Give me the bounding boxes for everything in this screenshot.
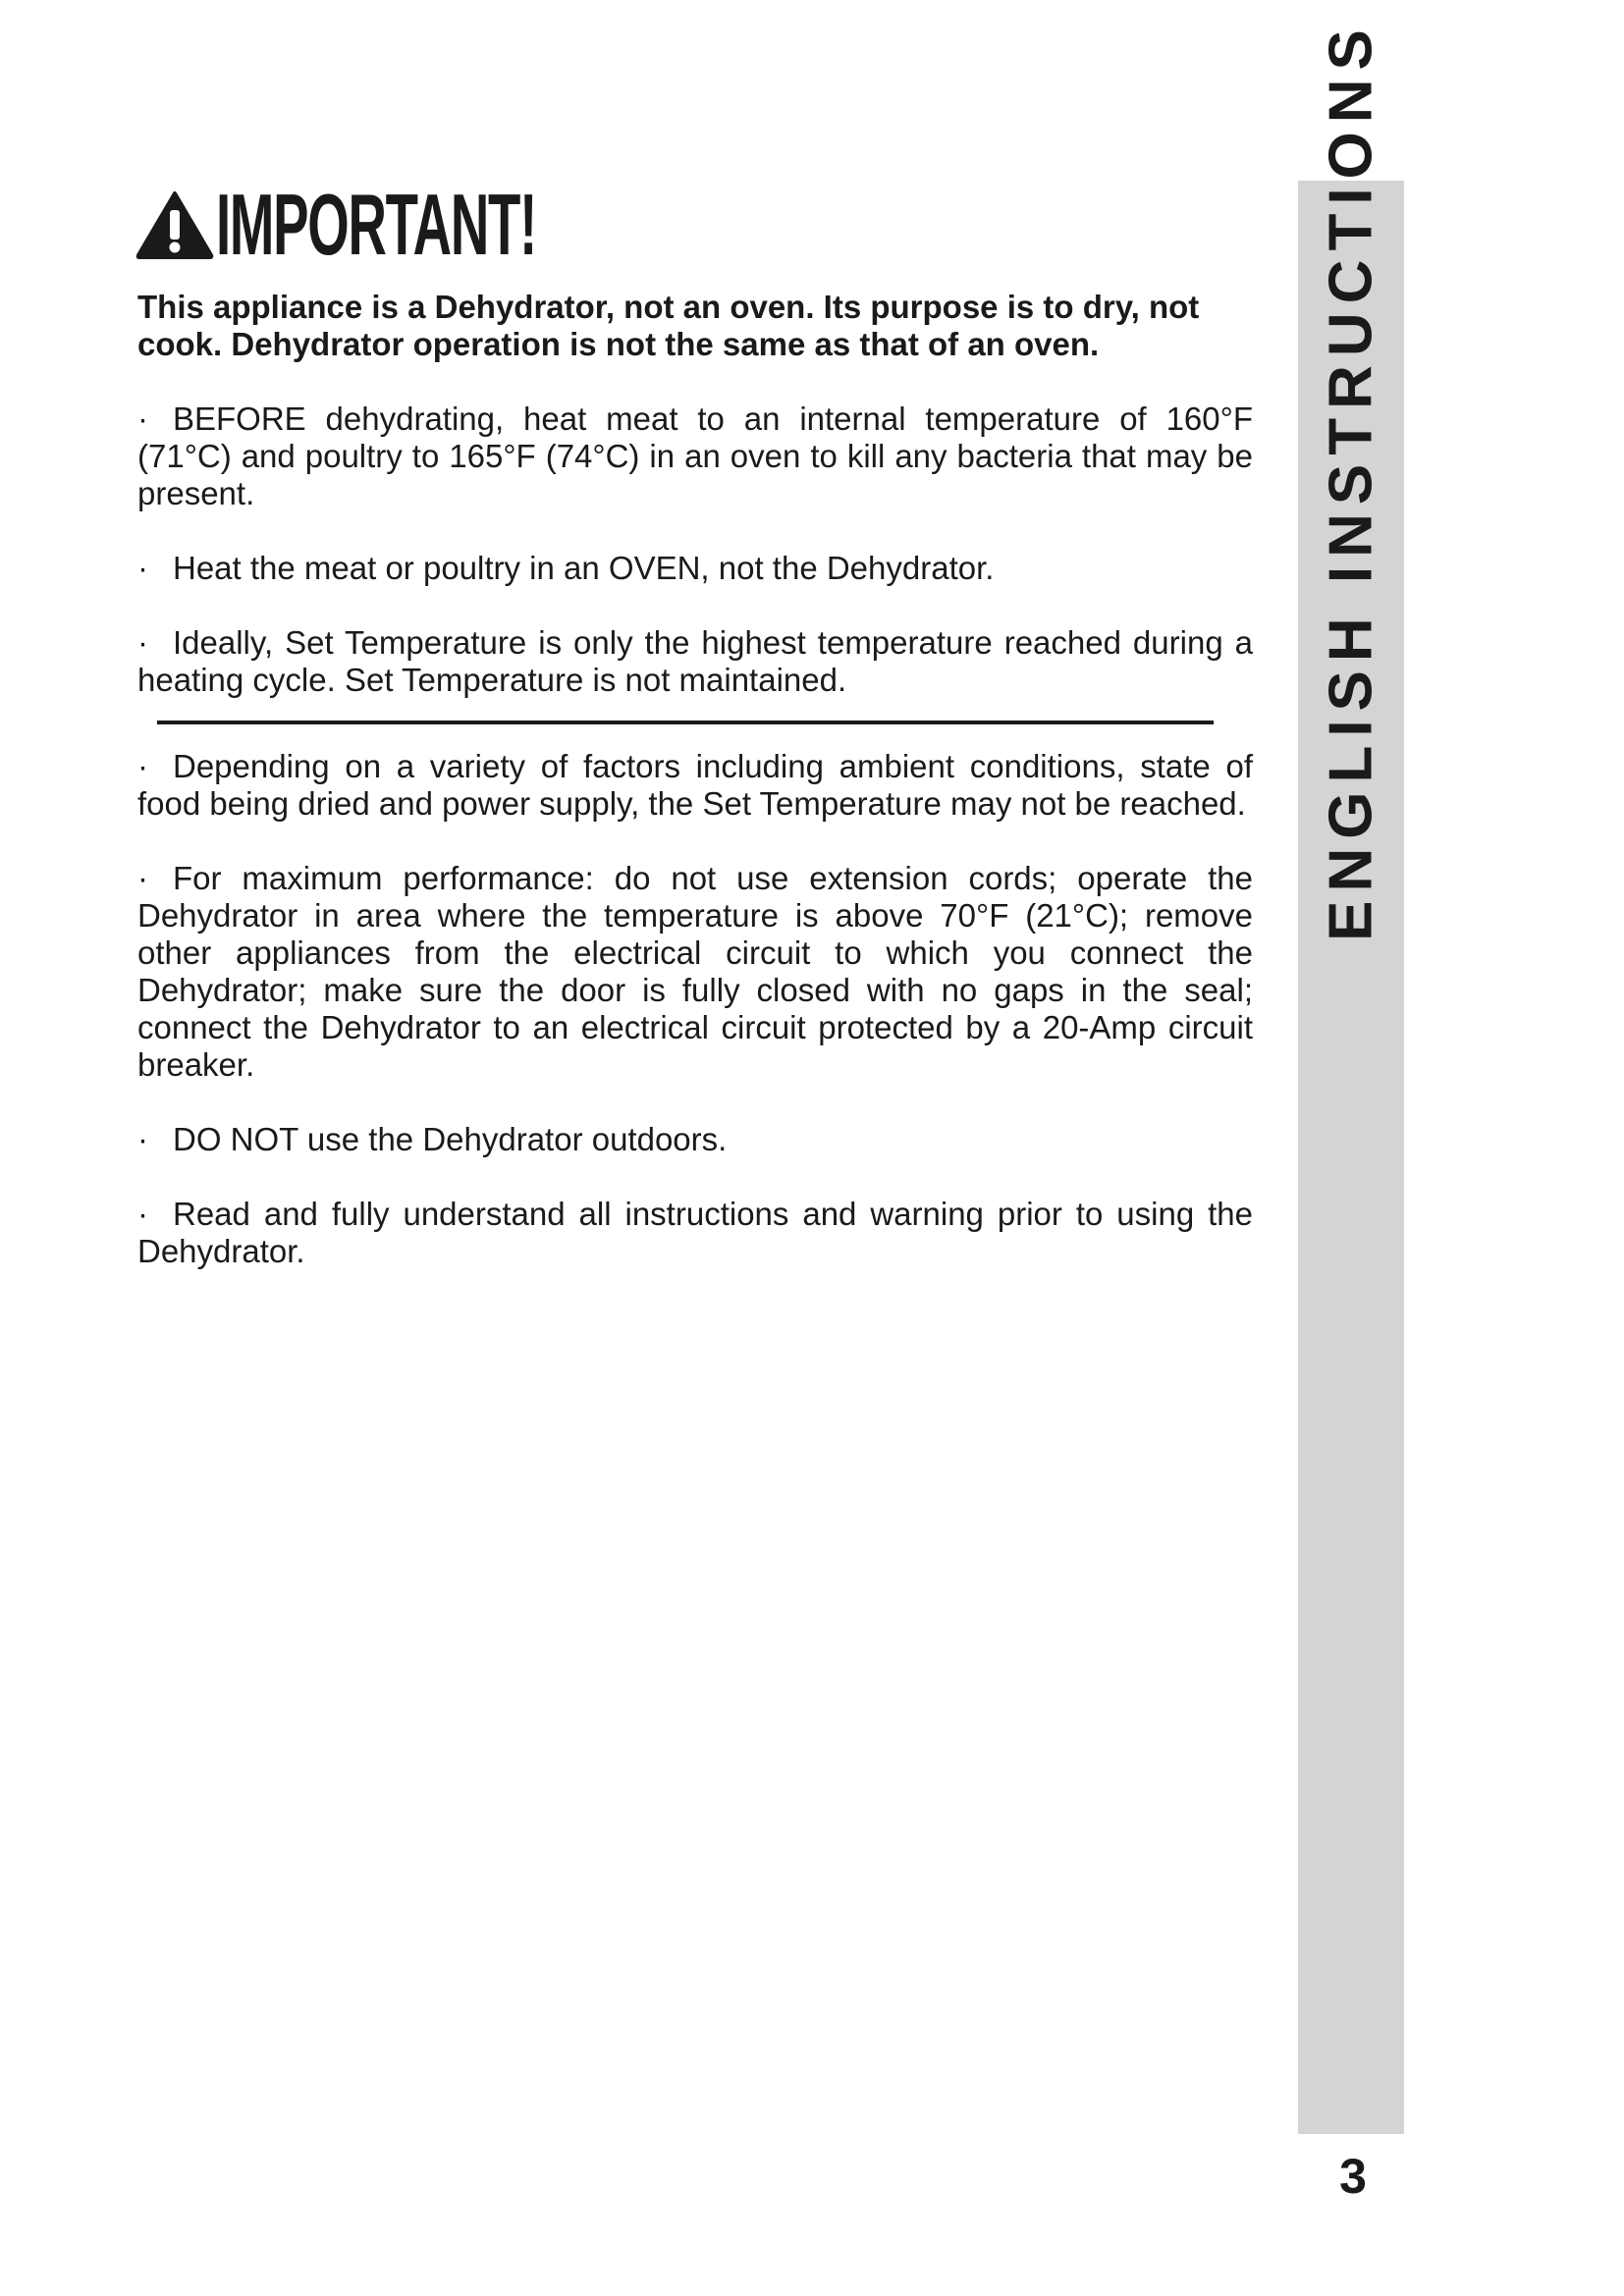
list-item-text: Heat the meat or poultry in an OVEN, not the Dehydrator. — [173, 550, 995, 586]
bullet-marker: · — [137, 860, 148, 896]
side-tab-label: ENGLISH INSTRUCTIONS — [1317, 21, 1385, 941]
list-item — [137, 624, 1253, 699]
list-item-text: DO NOT use the Dehydrator outdoors. — [173, 1121, 728, 1157]
list-item-text: For maximum performance: do not use extension cords; operate the Dehydrator in area where the temperature is above 70°F (21°C); remove other appliances from the electrical circuit to which you connect the Dehydrator; make sure the door is fully closed with no gaps in the seal; connect the Dehydrator to an electrical circuit protected by a 20-Amp circuit breaker. — [137, 860, 1253, 1083]
list-item — [137, 860, 1253, 1084]
list-item — [137, 550, 1253, 587]
bullet-marker: · — [137, 1121, 148, 1157]
warning-triangle-icon — [135, 190, 214, 259]
list-item — [137, 1196, 1253, 1270]
horizontal-divider — [157, 721, 1214, 724]
list-item-text: BEFORE dehydrating, heat meat to an internal temperature of 160°F (71°C) and poultry to 165°F (74°C) in an oven to kill any bacteria that may be present. — [137, 400, 1253, 511]
list-item — [137, 748, 1253, 823]
main-content — [137, 289, 1253, 1270]
list-item-text: Read and fully understand all instructions and warning prior to using the Dehydrator. — [137, 1196, 1253, 1269]
page-title: IMPORTANT! — [216, 176, 537, 273]
list-item — [137, 1121, 1253, 1158]
lead-statement: This appliance is a Dehydrator, not an oven. Its purpose is to dry, not cook. Dehydrator operation is not the same as that of an oven. — [137, 289, 1200, 362]
list-item-text: Ideally, Set Temperature is only the highest temperature reached during a heating cycle. Set Temperature is not maintained. — [137, 624, 1253, 698]
bullet-marker: · — [137, 550, 148, 586]
bullet-marker: · — [137, 748, 148, 784]
list-item — [137, 400, 1253, 512]
list-item-text: Depending on a variety of factors including ambient conditions, state of food being dried and power supply, the Set Temperature may not be reached. — [137, 748, 1253, 822]
bullet-marker: · — [137, 624, 148, 661]
bullet-marker: · — [137, 1196, 148, 1232]
bullet-marker: · — [137, 400, 148, 437]
important-heading — [135, 176, 732, 273]
page-number: 3 — [1339, 2149, 1367, 2204]
